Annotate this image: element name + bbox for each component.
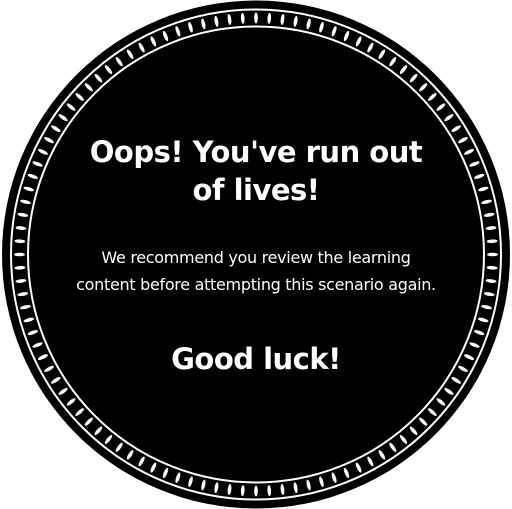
recommendation-text — [56, 244, 456, 298]
recommendation-line-1: We recommend you review the learning — [101, 248, 411, 267]
good-luck-text: Good luck! — [171, 342, 341, 376]
message-panel — [56, 0, 456, 509]
title-line-2: of lives! — [192, 173, 320, 207]
scallop-tick — [14, 253, 25, 257]
title-line-1: Oops! You've run out — [89, 135, 423, 169]
recommendation-line-2: content before attempting this scenario again. — [76, 275, 436, 294]
game-over-title — [56, 133, 456, 209]
scallop-tick — [487, 253, 498, 257]
